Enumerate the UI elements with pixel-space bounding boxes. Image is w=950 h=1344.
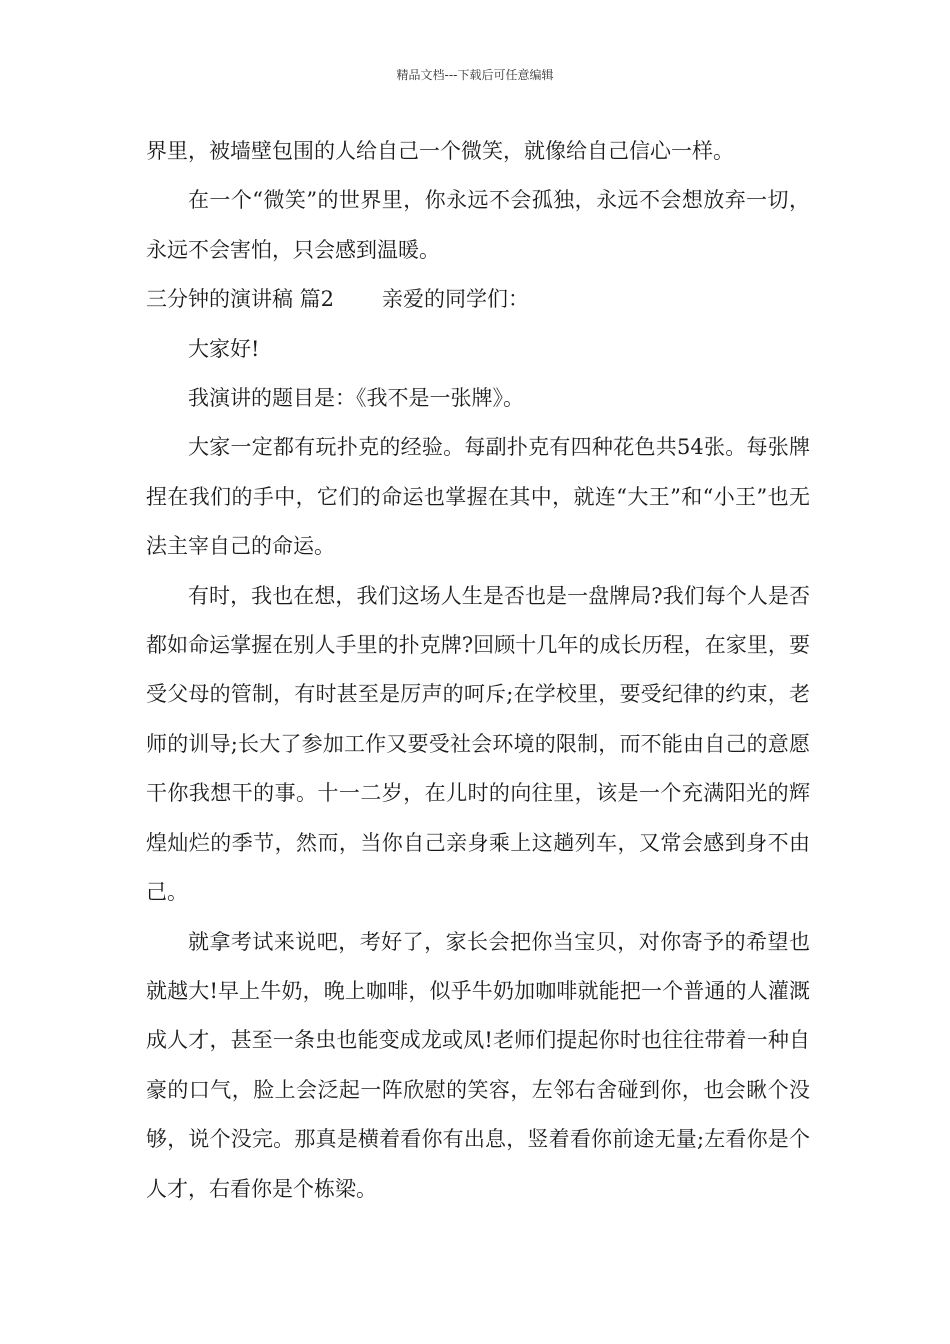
- paragraph-greeting: 大家好!: [188, 336, 260, 361]
- paragraph-poker-cards: 大家一定都有玩扑克的经验。每副扑克有四种花色共54张。每张牌捏在我们的手中，它们的命运也掌握在其中，就连“大王”和“小王”也无法主宰自己的命运。: [146, 435, 810, 559]
- paragraph-exams: 就拿考试来说吧，考好了，家长会把你当宝贝，对你寄予的希望也就越大!早上牛奶，晚上咖啡，似乎牛奶加咖啡就能把一个普通的人灌溉成人才，甚至一条虫也能变成龙或凤!老师们提起你时也往往带着一种自豪的口气，脸上会泛起一阵欣慰的笑容，左邻右舍碰到你，也会瞅个没够，说个没完。那真是横着看你有出息，竖着看你前途无量;左看你是个人才，右看你是个栋梁。: [146, 929, 810, 1201]
- salutation: 亲爱的同学们：: [382, 287, 530, 312]
- section-heading-line: [146, 275, 810, 324]
- page-header: 精品文档---下载后可任意编辑: [396, 68, 554, 82]
- paragraph-life-game: 有时，我也在想，我们这场人生是否也是一盘牌局?我们每个人是否都如命运掌握在别人手里的扑克牌?回顾十几年的成长历程，在家里，要受父母的管制，有时甚至是厉声的呵斥;在学校里，要受纪律的约束，老师的训导;长大了参加工作又要受社会环境的限制，而不能由自己的意愿干你我想干的事。十一二岁，在儿时的向往里，该是一个充满阳光的辉煌灿烂的季节，然而，当你自己亲身乘上这趟列车，又常会感到身不由己。: [146, 583, 810, 905]
- document-body: [146, 127, 810, 1214]
- paragraph-smile-world: 在一个“微笑”的世界里，你永远不会孤独，永远不会想放弃一切，永远不会害怕，只会感到温暖。: [146, 188, 810, 262]
- section-title: 三分钟的演讲稿 篇2: [146, 287, 335, 312]
- paragraph-continuation: 界里，被墙壁包围的人给自己一个微笑，就像给自己信心一样。: [146, 139, 734, 163]
- paragraph-speech-topic: 我演讲的题目是：《我不是一张牌》。: [188, 386, 524, 411]
